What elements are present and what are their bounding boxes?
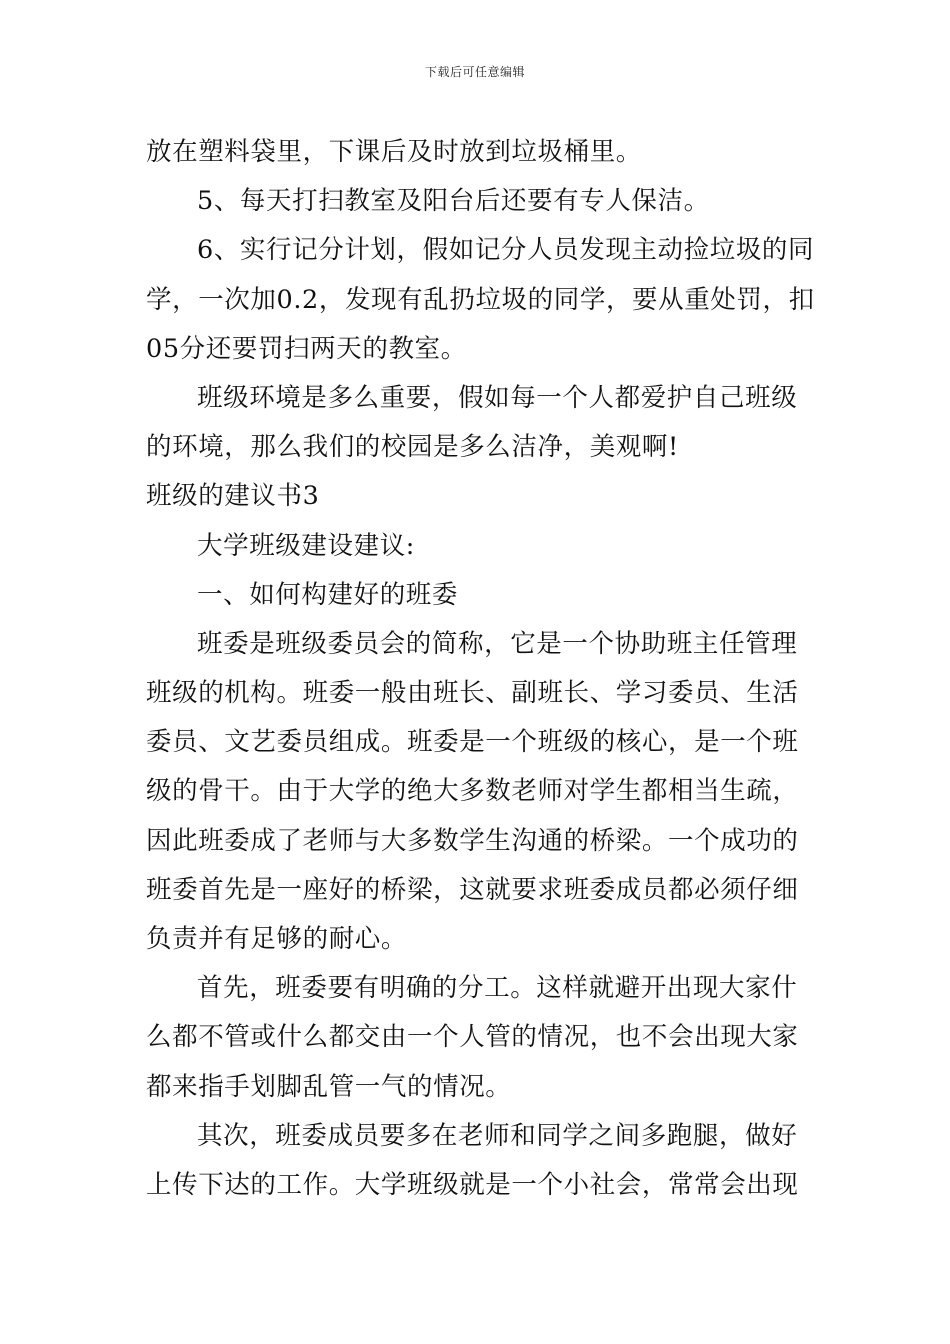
text-line: 么都不管或什么都交由一个人管的情况，也不会出现大家 <box>146 1022 799 1053</box>
text-line: 放在塑料袋里，下课后及时放到垃圾桶里。 <box>146 137 642 167</box>
text-line: 学，一次加0.2，发现有乱扔垃圾的同学，要从重处罚，扣 <box>146 284 815 315</box>
text-line: 6、实行记分计划，假如记分人员发现主动捡垃圾的同 <box>197 235 815 266</box>
text-line: 一、如何构建好的班委 <box>197 579 459 610</box>
text-line: 的环境，那么我们的校园是多么洁净，美观啊! <box>146 432 679 463</box>
text-line: 委员、文艺委员组成。班委是一个班级的核心，是一个班 <box>146 727 799 758</box>
text-line: 都来指手划脚乱管一气的情况。 <box>146 1071 512 1102</box>
text-line: 负责并有足够的耐心。 <box>146 924 408 954</box>
text-line: 班级环境是多么重要，假如每一个人都爱护自己班级 <box>197 382 798 413</box>
text-line: 上传下达的工作。大学班级就是一个小社会，常常会出现 <box>146 1169 799 1200</box>
text-line: 级的骨干。由于大学的绝大多数老师对学生都相当生疏， <box>146 776 799 807</box>
text-line: 其次，班委成员要多在老师和同学之间多跑腿，做好 <box>197 1120 798 1151</box>
document-body <box>146 128 815 1210</box>
text-line: 班委是班级委员会的简称，它是一个协助班主任管理 <box>197 628 798 659</box>
text-line: 首先，班委要有明确的分工。这样就避开出现大家什 <box>197 973 798 1004</box>
text-line: 大学班级建设建议: <box>197 530 415 561</box>
text-line: 05分还要罚扫两天的教室。 <box>146 333 467 364</box>
page-header: 下载后可任意编辑 <box>424 65 525 79</box>
text-line: 班级的建议书3 <box>146 481 320 512</box>
text-line: 班委首先是一座好的桥梁，这就要求班委成员都必须仔细 <box>146 874 799 905</box>
text-line: 因此班委成了老师与大多数学生沟通的桥梁。一个成功的 <box>146 825 799 856</box>
text-line: 5、每天打扫教室及阳台后还要有专人保洁。 <box>197 186 710 217</box>
text-line: 班级的机构。班委一般由班长、副班长、学习委员、生活 <box>146 678 799 709</box>
